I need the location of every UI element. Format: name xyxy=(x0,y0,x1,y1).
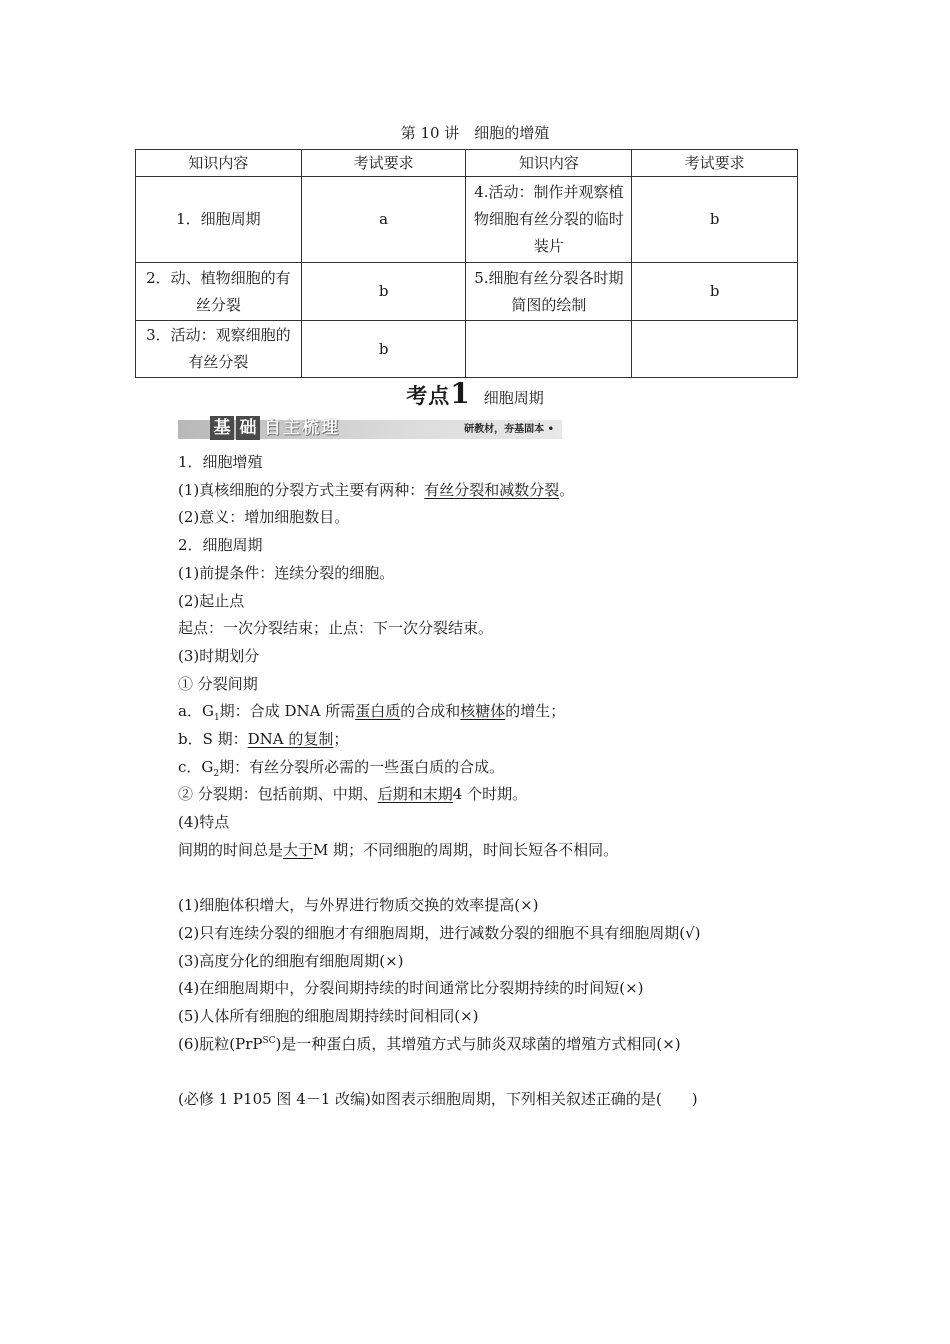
answer-blank: 大于 xyxy=(283,840,314,859)
text-line: (1)前提条件：连续分裂的细胞。 xyxy=(178,563,395,582)
judgment-item: (6)朊粒(PrP$^{SC}$)是一种蛋白质，其增殖方式与肺炎双球菌的增殖方式相同(×) xyxy=(178,1034,681,1053)
spacer xyxy=(178,1058,878,1086)
table-header: 知识内容 xyxy=(136,150,302,177)
question-line: (必修 1 P105 图 4－1 改编)如图表示细胞周期，下列相关叙述正确的是( ) xyxy=(178,1090,698,1109)
text-line: 1．细胞增殖 xyxy=(178,453,263,471)
text-line: (2)起止点 xyxy=(178,591,245,610)
table-cell xyxy=(632,321,798,378)
exam-requirements-table xyxy=(135,149,798,378)
kaodian-number: 1 xyxy=(450,377,470,410)
table-cell: 3．活动：观察细胞的有丝分裂 xyxy=(136,321,302,378)
table-cell: a xyxy=(301,177,466,263)
judgment-item: (1)细胞体积增大，与外界进行物质交换的效率提高(×) xyxy=(178,896,539,915)
section-banner xyxy=(178,416,562,442)
table-cell: b xyxy=(301,321,466,378)
table-cell: 1．细胞周期 xyxy=(136,177,302,263)
banner-char-box: 础 xyxy=(236,416,260,440)
text-line: (3)时期划分 xyxy=(178,646,260,665)
table-cell: 4.活动：制作并观察植物细胞有丝分裂的临时装片 xyxy=(466,177,632,263)
text-line: (1)真核细胞的分裂方式主要有两种：有丝分裂和减数分裂。 xyxy=(178,480,575,499)
text-line: (4)特点 xyxy=(178,813,230,832)
kaodian-heading xyxy=(0,377,950,410)
answer-blank: 有丝分裂和减数分裂 xyxy=(424,480,560,499)
notes-body xyxy=(178,449,878,1114)
banner-tagline: 研教材，夯基固本 • xyxy=(464,424,554,435)
judgment-item: (5)人体所有细胞的细胞周期持续时间相同(×) xyxy=(178,1007,479,1026)
table-cell xyxy=(466,321,632,378)
table-row xyxy=(136,263,798,321)
table-cell: b xyxy=(301,263,466,321)
table-row xyxy=(136,177,798,263)
judgment-item: (2)只有连续分裂的细胞才有细胞周期，进行减数分裂的细胞不具有细胞周期(√) xyxy=(178,923,701,942)
answer-blank: 后期和末期 xyxy=(377,785,453,804)
kaodian-label: 考点 xyxy=(406,384,451,408)
text-line: a．$G_1$期：合成 DNA 所需蛋白质的合成和核糖体的增生； xyxy=(178,702,566,724)
lecture-title: 第 10 讲 细胞的增殖 xyxy=(400,124,550,142)
answer-blank: 蛋白质 xyxy=(355,702,401,721)
text-line: ① 分裂间期 xyxy=(178,674,258,693)
table-header: 考试要求 xyxy=(301,150,466,177)
table-header-row xyxy=(136,150,798,177)
text-line: c．$G_2$期：有丝分裂所必需的一些蛋白质的合成。 xyxy=(178,757,505,779)
text-line: 起点：一次分裂结束；止点：下一次分裂结束。 xyxy=(178,619,494,638)
table-cell: 5.细胞有丝分裂各时期简图的绘制 xyxy=(466,263,632,321)
table-header: 考试要求 xyxy=(632,150,798,177)
table-cell: b xyxy=(632,177,798,263)
kaodian-topic: 细胞周期 xyxy=(483,389,544,407)
judgment-item: (3)高度分化的细胞有细胞周期(×) xyxy=(178,951,404,970)
text-line: 间期的时间总是大于M 期；不同细胞的周期，时间长短各不相同。 xyxy=(178,840,619,859)
text-line: ② 分裂期：包括前期、中期、后期和末期4 个时期。 xyxy=(178,785,528,804)
text-line: 2．细胞周期 xyxy=(178,536,263,555)
text-line: (2)意义：增加细胞数目。 xyxy=(178,508,350,527)
answer-blank: 核糖体 xyxy=(460,702,506,721)
banner-title: 自主梳理 xyxy=(264,418,340,438)
table-cell: 2．动、植物细胞的有丝分裂 xyxy=(136,263,302,321)
spacer xyxy=(178,865,878,893)
table-header: 知识内容 xyxy=(466,150,632,177)
text-line: b．S 期：DNA 的复制； xyxy=(178,730,349,749)
table-row xyxy=(136,321,798,378)
banner-char-box: 基 xyxy=(210,416,234,440)
judgment-item: (4)在细胞周期中，分裂间期持续的时间通常比分裂期持续的时间短(×) xyxy=(178,979,644,998)
table-cell: b xyxy=(632,263,798,321)
answer-blank: DNA 的复制 xyxy=(247,730,334,749)
